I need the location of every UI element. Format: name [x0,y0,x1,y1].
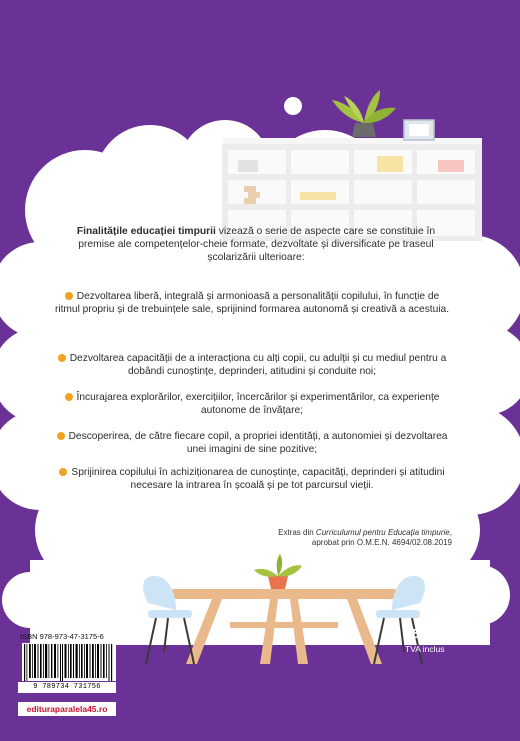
isbn-label: ISBN 978-973-47-3175-6 [20,632,104,641]
bullet-item [52,431,452,456]
bullet-text: Descoperirea, de către fiecare copil, a propriei identități, a autonomiei și dezvoltarea unei imagini de sine pozitive; [68,431,448,455]
bullet-item [52,392,452,417]
source-citation [192,528,452,548]
barcode-icon [22,643,116,681]
source-prefix: Extras din [278,528,316,537]
barcode-digits: 9 789734 731756 [18,682,116,693]
bullet-text: Dezvoltarea capacității de a interacționa cu alți copii, cu adulții și cu mediul pentru a dobândi cunoștințe, deprinderi, atitudini și conduite noi; [69,353,447,377]
bullet-item [52,291,452,316]
bullet-text: Dezvoltarea liberă, integrală și armonioasă a personalității copilului, în funcție de ritmul propriu și de trebuințele sale, sprijinind formarea autonomă și creativă a acestuia. [54,291,450,315]
bullet-item [52,353,452,378]
bullet-dot-icon [58,354,66,362]
source-line-2: aprobat prin O.M.E.N. 4694/02.08.2019 [311,538,452,547]
bullet-item [52,467,452,492]
bullet-dot-icon [59,468,67,476]
intro-paragraph [70,225,442,264]
price-cents: 00 [423,629,431,636]
bullet-dot-icon [57,432,65,440]
plant-icon [332,90,396,137]
bullet-text: Încurajarea explorărilor, exercițiilor, încercărilor și experimentărilor, ca experiențe autonome de învățare; [76,392,440,416]
bullet-text: Sprijinirea copilului în achiziționarea de cunoștințe, capacități, deprinderi și atitudini necesare la intrarea în școală și pe tot parcursul vieții. [71,467,445,491]
source-suffix: , [449,528,452,537]
price-currency: LEI [430,626,455,641]
bullet-dot-icon [65,292,73,300]
lamp-dot-icon [284,97,302,115]
price [405,626,455,641]
source-title: Curriculumul pentru Educația timpurie [315,528,450,537]
price-main: 15. [405,626,424,641]
publisher-url[interactable]: edituraparalela45.ro [18,702,116,716]
intro-text: vizează o serie de aspecte care se constituie în premise ale competențelor-cheie formate, dezvoltate și diversificate pe traseul școlarizării ulterioare: [78,226,436,263]
source-line-1 [192,528,452,538]
tva-label: TVA inclus [405,644,445,654]
bullet-dot-icon [65,393,73,401]
frame-icon [404,120,434,140]
intro-title: Finalitățile educației timpurii [76,226,216,237]
